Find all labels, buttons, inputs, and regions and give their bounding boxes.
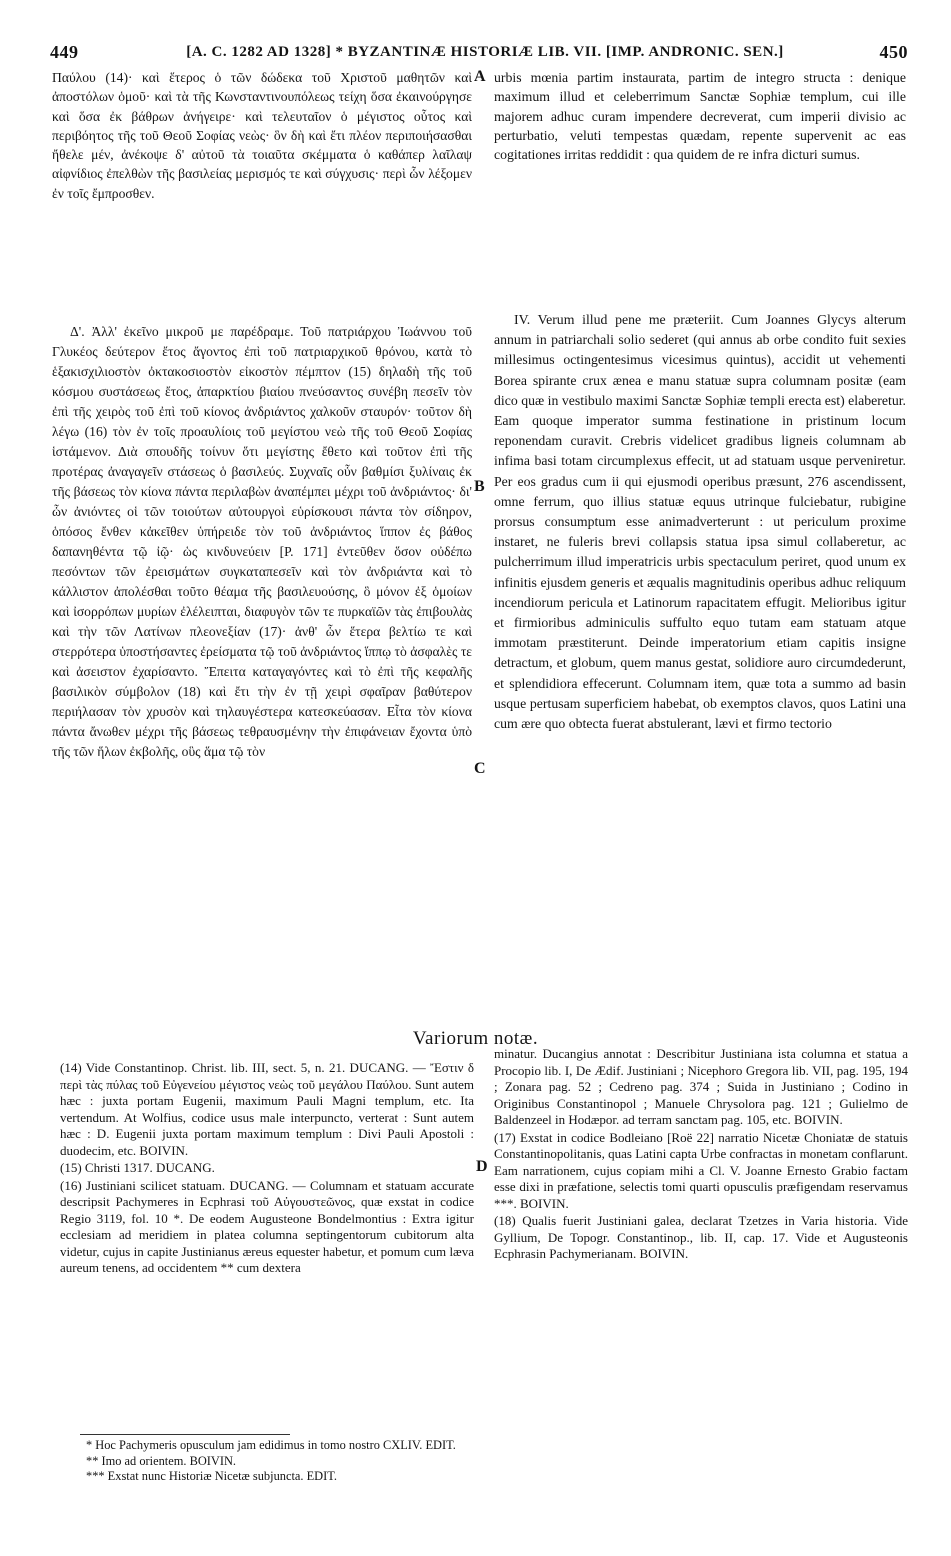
note-item: (16) Justiniani scilicet statuam. DUCANG. — Columnam et statuam accurate descripsit Pachymeres in Ecphrasi τοῦ Αὐγουστεῶνος, quæ exstat in codice Regio 3119, fol. 10 *. De eodem Augusteone Bondelmontius : Extra igitur ecclesiam ad meridiem in platea columna septingentorum cubitorum alta videtur, cujus in capite Justinianus æreus equester habetur, et pomum cum læva aureum tenens, ad occidentem ** cum dextera <box>60 1177 474 1275</box>
running-title: [A. C. 1282 AD 1328] * BYZANTINÆ HISTORIÆ LIB. VII. [IMP. ANDRONIC. SEN.] <box>186 44 784 60</box>
note-item: (15) Christi 1317. DUCANG. <box>60 1160 215 1175</box>
latin-text-top <box>494 68 906 268</box>
page-number-left: 449 <box>50 42 79 62</box>
note-item: (18) Qualis fuerit Justiniani galea, declarat Tzetzes in Varia historia. Vide Gyllium, De Topogr. Constantinop., lib. II, cap. 17. Vide et Augusteonis Ecphrasin Pachymerianam. BOIVIN. <box>494 1213 908 1261</box>
latin-text-main <box>494 310 906 1022</box>
editor-footnotes <box>86 1438 706 1518</box>
notes-left-column <box>60 1060 474 1432</box>
section-marker-c: C <box>474 760 486 777</box>
footnote-item: ** Imo ad orientem. BOIVIN. <box>86 1453 237 1468</box>
footnote-item: * Hoc Pachymeris opusculum jam edidimus in tomo nostro CXLIV. EDIT. <box>86 1438 456 1452</box>
footnote-rule <box>80 1434 290 1435</box>
latin-paragraph-main: IV. Verum illud pene me præteriit. Cum Joannes Glycys alterum annum in patriarchali solio sederet (qui annus ab orbe condito fuit sexies millesimus octingentesimus vicesimus quintus), accidit ut vehementi Borea spirante crux ænea e manu statuæ supra columnam positæ (eam dico quæ in vestibulo maximi Sanctæ Sophiæ templi erecta est) elaberetur. Eam quoque imperator summa festinatione in pristinum locum reponendam curavit. Crebris videlicet gradibus ligneis columnam ab infima basi totam circumplexus effecit, ut ad statuam usque perveniretur. Per eos gradus cum ii qui ejusmodi operibus præsunt, 276 ascendissent, omne ferrum, quo illius statuæ equus utrinque fulciebatur, rubigine prorsus consumptum esse animadverterunt : ut periculum proxime instaret, ne fuleris brevi collapsis statua ipsa simul collaberetur, ac pulcherrimum illud imperatricis urbis spectaculum periret, quod unum ex infinitis ejusdem generis et æqualis magnitudinis operibus adhuc reliquum incendiorum pericula et Latinorum rapacitatem effugit. Melioribus igitur et firmioribus adminiculis suffulto equo tutam eam statuam atque immotam præstiterunt. Deinde imperatorium etiam capitis insigne detractum, et globum, quem manus gestat, solidiore auro circumdederunt, et splendidiora effecerunt. Columnam item, quæ tota a summo ad basin usque pertusam superficiem habebat, ob exemptos clavos, quos Latini una cum ære quo obtecta fuerat abstulerant, lævi et firmo tectorio <box>494 312 906 732</box>
section-marker-b: B <box>474 478 485 495</box>
greek-paragraph-top: Παύλου (14)· καὶ ἕτερος ὁ τῶν δώδεκα τοῦ Χριστοῦ μαθητῶν καὶ ἀποστόλων ὁμοῦ· καὶ τὰ τῆς Κωνσταντινουπόλεως τείχη ὅσα ἐκαινούργησε καὶ ὅσα ἐκ βάθρων ἀνήγειρε· καὶ τελευταῖον ὁ μέγιστος οὗτος καὶ περιβόητος τῆς τοῦ Θεοῦ Σοφίας νεὼς· ὃν δὴ καὶ ἔτι πλέον περιποιήσασθαι ἤθελε μέν, ἀνέκοψε δ' αὐτοῦ τὰ τοιαῦτα σκέμματα ὁ καθάπερ λαῖλαψ αἰφνίδιος ἐπελθὼν τῆς βασιλείας μερισμός τε καὶ σύγχυσις· περὶ ὧν λέξομεν ἐν τοῖς ἔμπροσθεν. <box>52 70 472 201</box>
note-item: (14) Vide Constantinop. Christ. lib. III, sect. 5, n. 21. DUCANG. — Ἔστιν δ περὶ τὰς πύλας τοῦ Εὐγενείου μέγιστος νεὼς τοῦ μεγάλου Παύλου. Sunt autem hæc : juxta portam Eugenii, maximum Pauli Magni templum, etc. Ita vertendum. At Wolfius, codice usus male interpuncto, verterat : Sunt autem hæc : D. Eugenii juxta portam maximum templum : Divi Pauli Apostoli : duodecim, etc. BOIVIN. <box>60 1060 474 1158</box>
note-item: (17) Exstat in codice Bodleiano [Roë 22] narratio Nicetæ Choniatæ de statuis Constantinopolitanis, quas Latini capta Urbe confractas in monetam conflarunt. Eam narrationem, cujus copiam mihi a Cl. V. Joanne Ernesto Grabio factam esse dixi in præfatione, selectis tomi quarti opusculis præfigendam reservamus ***. BOIVIN. <box>494 1129 908 1211</box>
section-marker-d: D <box>476 1158 488 1175</box>
notes-right-column <box>494 1046 908 1386</box>
note-item: minatur. Ducangius annotat : Describitur Justiniana ista columna et statua a Procopio lib. I, De Ædif. Justiniani ; Nicephoro Gregora lib. VII, pag. 195, 194 ; Zonara pag. 52 ; Cedreno pag. 374 ; Suida in Justiniano ; Codino in Originibus Constantinopol ; Manuele Chrysolora pag. 121 ; Gulielmo de Baldenzeel in Hodæpor. ad terram sanctam pag. 105, etc. BOIVIN. <box>494 1046 908 1127</box>
greek-text-main <box>52 322 472 1022</box>
section-marker-a: A <box>474 68 486 85</box>
running-header <box>50 36 908 66</box>
greek-text-top <box>52 68 472 302</box>
latin-paragraph-top: urbis mœnia partim instaurata, partim de integro structa : denique maximum illud et celeberrimum Sanctæ Sophiæ templum, cui ille majorem adhuc curam impendere decreverat, cum imperii divisio ac perturbatio, veluti tempestas quædam, repente supervenit ac eas cogitationes irritas reddidit : qua quidem de re infra dicturi sumus. <box>494 70 906 163</box>
notes-heading: Variorum notæ. <box>412 1028 539 1049</box>
page-number-right: 450 <box>879 42 908 62</box>
footnote-item: *** Exstat nunc Historiæ Nicetæ subjuncta. EDIT. <box>86 1469 337 1483</box>
greek-paragraph-main: Δ'. Ἀλλ' ἐκεῖνο μικροῦ με παρέδραμε. Τοῦ πατριάρχου Ἰωάννου τοῦ Γλυκέος δεύτερον ἔτος ἄγοντος ἐπὶ τοῦ πατριαρχικοῦ θρόνου, κατὰ τὸ ἑξακισχιλιοστὸν ὀκτακοσιοστὸν εἰκοστὸν πέμπτον (15) δηλαδὴ τῆς τοῦ κόσμου συστάσεως ἔτος, ἀπαρκτίου βιαίου πνεύσαντος συνέβη πεσεῖν τὸν ἐπὶ τῆς χειρὸς τοῦ ἐπὶ τοῦ κίονος ἀνδριάντος χαλκοῦν σταυρόν· τοῦτον δὴ λέγω (16) τὸν ἐν τοῖς προαυλίοις τοῦ μεγίστου νεὼ τῆς τοῦ Θεοῦ Σοφίας ἱστάμενον. Διὰ σπουδῆς τοίνυν ὅτι μεγίστης ἔθετο καὶ τοῦτον ἐπὶ τῆς προτέρας ἀναγαγεῖν στάσεως ὁ βασιλεύς. Συχναῖς οὖν βαθμίσι ξυλίναις ἐκ τῆς βάσεως τὸν κίονα πάντα περιλαβὼν ἀναπέμπει μέχρι τοῦ ἀνδριάντος· δι' ὧν ἀνιόντες οἱ τῶν τοιούτων αὐτουργοὶ εὑρίσκουσι πάντα τὸν σίδηρον, ὁπόσος ἔνθεν κἀκεῖθεν ὑπήρειδε τὸν τοῦ ἀνδριάντος ἵππον ἐς βάθος δαπανηθέντα τῷ ἰῷ· ὡς κινδυνεύειν [P. 171] ἐντεῦθεν ὅσον οὐδέπω πεσόντων τῶν ἐρεισμάτων συγκαταπεσεῖν καὶ τὸν ἀνδριάντα καὶ τὸ κάλλιστον ἀπολέσθαι τοῦτο θέαμα τῆς βασιλευούσης, ὃ μόνον ἐξ ὁμοίων καὶ ἰσορρόπων μυρίων ἐλέλειπται, διαφυγὸν τῶν τε πυρκαϊῶν τὰς ἐπιβουλὰς καὶ τὴν τῶν Λατίνων πλεονεξίαν (17)· ἀνθ' ὧν ἕτερα βελτίω τε καὶ στερρότερα ὑποστήσαντες ἐρείσματα τῷ τοῦ ἀνδριάντος ἵππῳ τὸ ἀσφαλὲς τε καὶ ἀσειστον ἐχαρίσαντο. Ἔπειτα καταγαγόντες καὶ τὸ ἐπὶ τῆς κεφαλῆς βασιλικὸν σύμβολον (18) καὶ ἔτι τὴν ἐν τῇ χειρὶ σφαῖραν βαθύτερον περιήλασαν τὸν χρυσὸν καὶ τηλαυγέστερα κατεσκεύασαν. Εἶτα τὸν κίονα πάντα ἄνωθεν μέχρι τῆς βάσεως τεθραυσμένην τὴν ἐπιφάνειαν ἔχοντα ὑπὸ τῆς τῶν ἥλων ἐκβολῆς, οὓς ἅμα τῷ τὸν <box>52 324 472 759</box>
